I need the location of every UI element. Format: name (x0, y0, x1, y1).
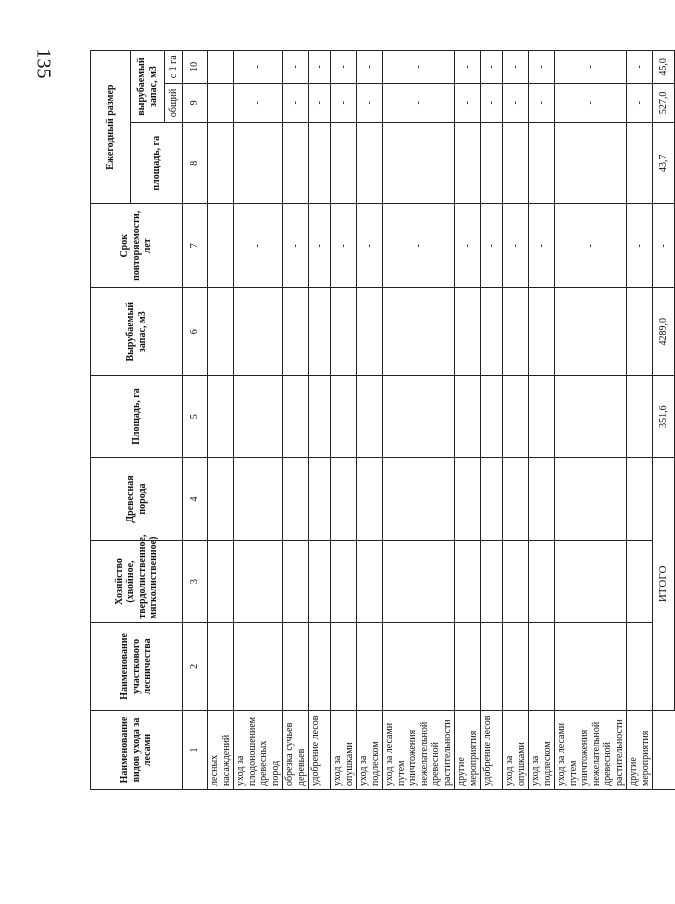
header-per-ha: с 1 га (165, 51, 183, 84)
table-row: уход за лесами путем уничтожения нежелательной древесной растительности - - - (383, 51, 455, 790)
table-row: удобрение лесов - - - (481, 51, 503, 790)
row-name: уход за лесами путем уничтожения нежелательной древесной растительности (383, 711, 455, 790)
header-total: общий (165, 83, 183, 123)
col-number-2: 2 (183, 622, 208, 710)
table-row (208, 51, 234, 790)
header-col4: Древесная порода (91, 457, 183, 541)
total-period: - (653, 204, 675, 288)
header-col7: Срок повторяемости, лет (91, 204, 183, 288)
row-name: обрезка сучьев деревьев (283, 711, 309, 790)
header-annual: Ежегодный размер (91, 51, 131, 204)
table-row: уход за плодоношением древесных пород - - - (234, 51, 283, 790)
table-row: уход за опушками - - - (331, 51, 357, 790)
table-row: уход за лесами путем уничтожения нежелательной древесной растительности - - - (555, 51, 627, 790)
header-col1: Наименование видов ухода за лесами (91, 711, 183, 790)
total-volume: 4289,0 (653, 288, 675, 376)
total-annual-volume: 527,0 (653, 83, 675, 123)
row-name: другие мероприятия (455, 711, 481, 790)
col-number-9: 9 (183, 83, 208, 123)
col-number-10: 10 (183, 51, 208, 84)
table-row: обрезка сучьев деревьев - - - (283, 51, 309, 790)
row-name: уход за подлеском (357, 711, 383, 790)
header-annual-area: площадь, га (131, 123, 183, 204)
total-per-ha: 45,0 (653, 51, 675, 84)
col-number-3: 3 (183, 541, 208, 622)
row-name: уход за подлеском (529, 711, 555, 790)
row-name: лесных насаждений (208, 711, 234, 790)
table-row: другие мероприятия - - - (627, 51, 653, 790)
rotated-table-container (90, 50, 670, 790)
header-col2: Наименование участкового лесничества (91, 622, 183, 710)
header-col6: Вырубаемый запас, м3 (91, 288, 183, 376)
col-number-8: 8 (183, 123, 208, 204)
row-name: уход за плодоношением древесных пород (234, 711, 283, 790)
col-number-1: 1 (183, 711, 208, 790)
row-name: уход за лесами путем уничтожения нежелательной древесной растительности (555, 711, 627, 790)
table-row: уход за подлеском - - - (529, 51, 555, 790)
table-row: уход за опушками - - - (503, 51, 529, 790)
page-number: 135 (32, 48, 55, 79)
total-annual-area: 43,7 (653, 123, 675, 204)
col-number-7: 7 (183, 204, 208, 288)
row-name: удобрение лесов (309, 711, 331, 790)
col-number-4: 4 (183, 457, 208, 541)
total-row (653, 51, 675, 790)
header-col5: Площадь, га (91, 376, 183, 457)
col-number-6: 6 (183, 288, 208, 376)
col-number-5: 5 (183, 376, 208, 457)
row-name: удобрение лесов (481, 711, 503, 790)
row-name: другие мероприятия (627, 711, 653, 790)
total-label: ИТОГО (653, 457, 675, 710)
total-area: 351,6 (653, 376, 675, 457)
header-annual-volume: вырубаемый запас, м3 (131, 51, 165, 123)
table-row: удобрение лесов - - - (309, 51, 331, 790)
row-name: уход за опушками (503, 711, 529, 790)
row-name: уход за опушками (331, 711, 357, 790)
table-row: другие мероприятия - - - (455, 51, 481, 790)
forest-care-table (90, 50, 675, 790)
table-row: уход за подлеском - - - (357, 51, 383, 790)
header-col3: Хозяйство (хвойное, твердолиственное, мягколиственное) (91, 541, 183, 622)
